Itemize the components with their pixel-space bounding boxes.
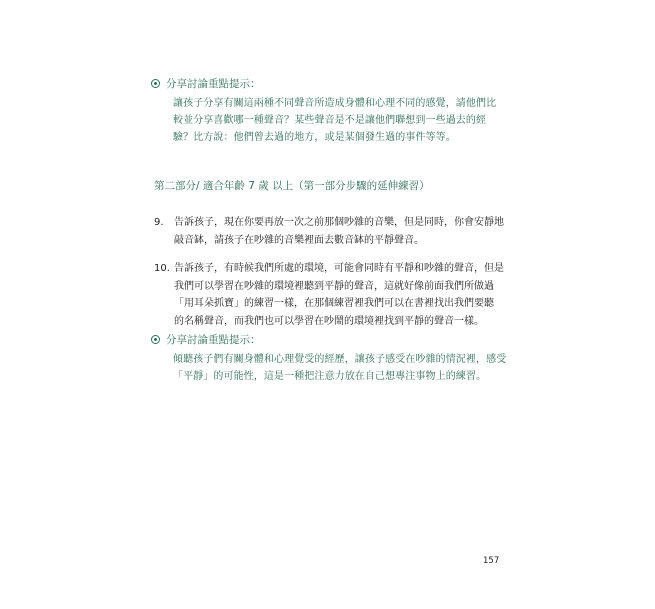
discussion-tip-heading-1 [151,76,261,92]
step-text: 我們可以學習在吵雜的環境裡聽到平靜的聲音，這就好像前面我們所做過 [174,280,494,292]
step-text: 敲音缽，請孩子在吵雜的音樂裡面去數音缽的平靜聲音。 [174,234,424,246]
page-number: 157 [483,556,500,566]
tip-line: 讓孩子分享有關這兩種不同聲音所造成身體和心理不同的感覺，請他們比 [173,98,497,109]
bullseye-bullet-icon [151,79,160,88]
discussion-tip-heading-text: 分享討論重點提示： [166,78,261,90]
step-number: 9. [154,217,164,228]
section-title: 第二部分/ 適合年齡 7 歲 以上（第一部分步驟的延伸練習） [154,180,430,192]
step-text: 告訴孩子，現在你要再放一次之前那個吵雜的音樂，但是同時，你會安靜地 [174,217,504,228]
bullseye-bullet-icon [151,335,160,344]
step-item-10 [154,260,504,330]
tip-line: 「平靜」的可能性，這是一種把注意力放在自己想專注事物上的練習。 [173,371,487,383]
step-number: 10. [154,263,170,274]
step-text: 的名稱聲音，而我們也可以學習在吵鬧的環境裡找到平靜的聲音一樣。 [174,315,484,327]
discussion-tip-body-1 [173,95,497,147]
tip-line: 較並分享喜歡哪一種聲音？某些聲音是不是讓他們聯想到一些過去的經 [173,115,487,127]
step-text: 告訴孩子，有時候我們所處的環境，可能會同時有平靜和吵雜的聲音，但是 [174,263,504,274]
step-item-9 [154,214,504,249]
step-text: 「用耳朵抓寶」的練習一樣，在那個練習裡我們可以在書裡找出我們要聽 [174,298,494,309]
tip-line: 傾聽孩子們有關身體和心理覺受的經歷，讓孩子感受在吵雜的情況裡，感受 [173,354,507,365]
discussion-tip-heading-2 [151,332,261,348]
discussion-tip-body-2 [173,351,507,385]
discussion-tip-heading-text: 分享討論重點提示： [166,334,261,346]
tip-line: 驗？比方說：他們曾去過的地方，或是某個發生過的事件等等。 [173,132,456,144]
